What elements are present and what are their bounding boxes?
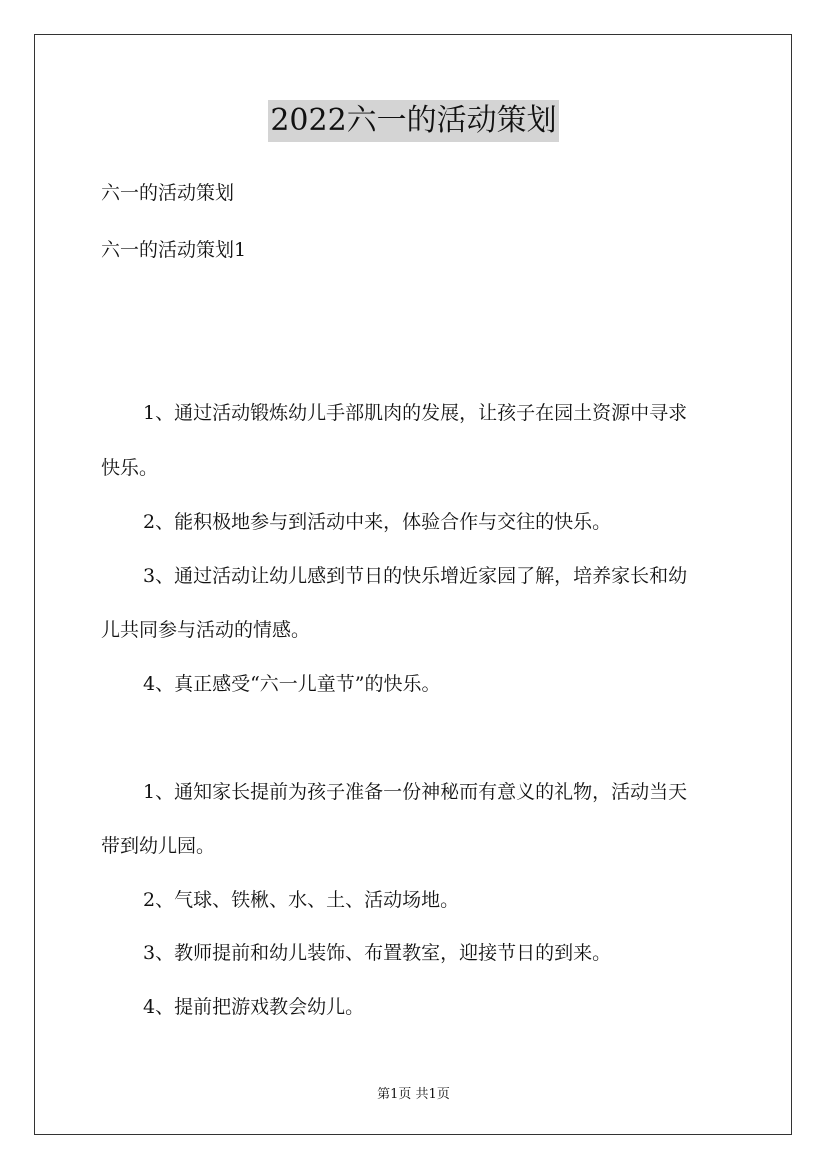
- page-footer: 第1页 共1页: [377, 1087, 450, 1102]
- goal-item-1-cont: 快乐。: [101, 457, 159, 479]
- document-subtitle: 六一的活动策划: [101, 182, 235, 204]
- goal-item-4: 4、真正感受“六一儿童节”的快乐。: [143, 673, 441, 695]
- goal-item-1: 1、通过活动锻炼幼儿手部肌肉的发展，让孩子在园土资源中寻求: [143, 402, 688, 424]
- document-title: 2022六一的活动策划: [268, 100, 558, 142]
- prep-item-1: 1、通知家长提前为孩子准备一份神秘而有意义的礼物，活动当天: [143, 781, 688, 803]
- prep-item-3: 3、教师提前和幼儿装饰、布置教室，迎接节日的到来。: [143, 942, 612, 964]
- goal-item-3-cont: 儿共同参与活动的情感。: [101, 619, 311, 641]
- goal-item-3: 3、通过活动让幼儿感到节日的快乐增近家园了解，培养家长和幼: [143, 565, 688, 587]
- title-container: [0, 100, 827, 142]
- section-heading: 六一的活动策划1: [101, 239, 247, 261]
- goal-item-2: 2、能积极地参与到活动中来，体验合作与交往的快乐。: [143, 511, 612, 533]
- prep-item-1-cont: 带到幼儿园。: [101, 835, 216, 857]
- prep-item-4: 4、提前把游戏教会幼儿。: [143, 996, 365, 1018]
- prep-item-2: 2、气球、铁楸、水、土、活动场地。: [143, 889, 460, 911]
